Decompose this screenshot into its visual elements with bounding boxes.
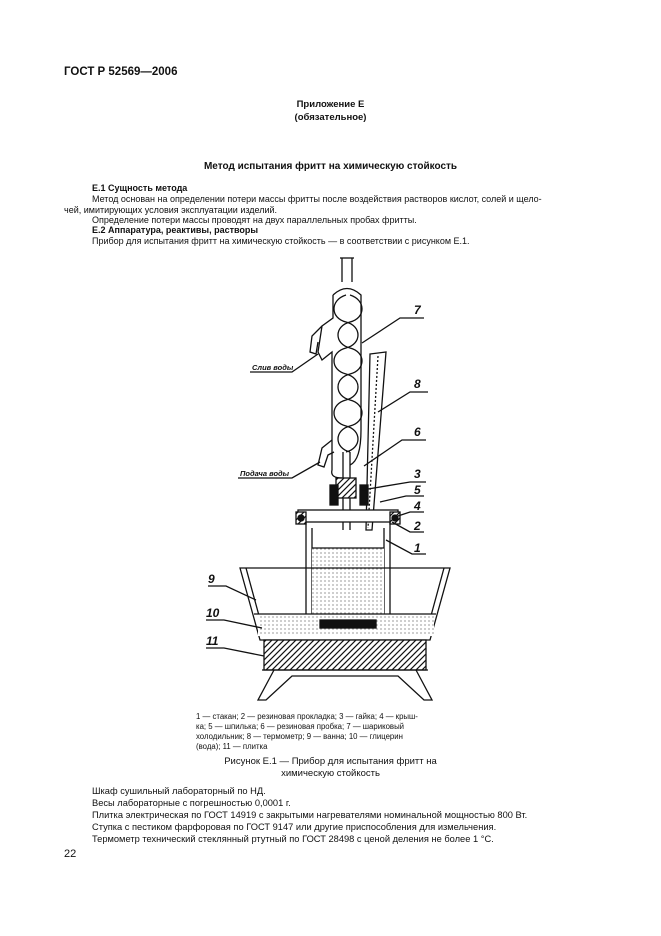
label-1: 1	[414, 541, 421, 555]
section1-para1-line2: чей, имитирующих условия эксплуатации изделий.	[64, 205, 278, 215]
equipment-item: Термометр технический стеклянный ртутный по ГОСТ 28498 с ценой деления не более 1 °С.	[92, 834, 494, 844]
label-11: 11	[206, 634, 219, 648]
equipment-item: Ступка с пестиком фарфоровая по ГОСТ 9147 или другие приспособления для измельчения.	[92, 822, 497, 832]
condenser-jacket	[333, 289, 361, 466]
section2-para: Прибор для испытания фритт на химическую стойкость — в соответствии с рисунком Е.1.	[92, 236, 470, 246]
method-title: Метод испытания фритт на химическую стойкость	[203, 161, 458, 172]
label-6: 6	[414, 425, 421, 439]
rubber-stopper	[336, 478, 356, 498]
section2-heading: Е.2 Аппаратура, реактивы, растворы	[92, 225, 259, 235]
label-2: 2	[414, 519, 421, 533]
lid	[298, 510, 398, 522]
leader-10	[206, 620, 262, 628]
leader-8	[378, 392, 428, 412]
figure-title	[0, 756, 661, 780]
section1-para2: Определение потери массы проводят на двух параллельных пробах фритты.	[92, 215, 417, 225]
figure-caption	[196, 712, 462, 752]
thermometer	[366, 352, 386, 530]
label-3: 3	[414, 467, 421, 481]
label-4: 4	[414, 499, 421, 513]
page-number: 22	[64, 848, 77, 860]
equipment-item: Весы лабораторные с погрешностью 0,0001 г.	[92, 798, 291, 808]
label-5: 5	[414, 483, 421, 497]
appendix-subtitle: (обязательное)	[294, 112, 367, 123]
label-7: 7	[414, 303, 421, 317]
equipment-item: Шкаф сушильный лабораторный по НД.	[92, 786, 266, 796]
stud-left	[330, 485, 338, 505]
caption-line3: холодильник; 8 — термометр; 9 — ванна; 10 — глицерин	[196, 732, 403, 741]
heater-legs	[258, 670, 432, 700]
section1-heading: Е.1 Сущность метода	[92, 183, 188, 193]
label-water-out: Слив воды	[252, 363, 294, 372]
caption-line2: ка; 5 — шпилька; 6 — резиновая пробка; 7 — шариковый	[196, 722, 405, 731]
heater-plate	[264, 640, 426, 670]
leader-7	[362, 318, 424, 343]
figure-title-line2: химическую стойкость	[281, 768, 380, 779]
condenser-bulbs	[334, 295, 358, 452]
equipment-list	[92, 785, 527, 845]
caption-line1: 1 — стакан; 2 — резиновая прокладка; 3 — гайка; 4 — крыш-	[196, 712, 418, 721]
leader-11	[206, 648, 264, 656]
label-10: 10	[206, 606, 220, 620]
condenser-top-pipe	[342, 258, 352, 282]
label-9: 9	[208, 572, 215, 586]
section1-para1-line1: Метод основан на определении потери массы фритты после воздействия растворов кислот, солей и щело-	[92, 194, 542, 204]
caption-line4: (вода); 11 — плитка	[196, 742, 268, 751]
label-8: 8	[414, 377, 421, 391]
standard-header: ГОСТ Р 52569—2006	[64, 66, 178, 78]
figure-title-line1: Рисунок Е.1 — Прибор для испытания фритт на	[224, 756, 437, 767]
appendix-title: Приложение Е	[296, 99, 365, 110]
label-water-in: Подача воды	[240, 469, 290, 478]
equipment-item: Плитка электрическая по ГОСТ 14919 с закрытыми нагревателями номинальной мощностью 800 Вт.	[92, 810, 528, 820]
